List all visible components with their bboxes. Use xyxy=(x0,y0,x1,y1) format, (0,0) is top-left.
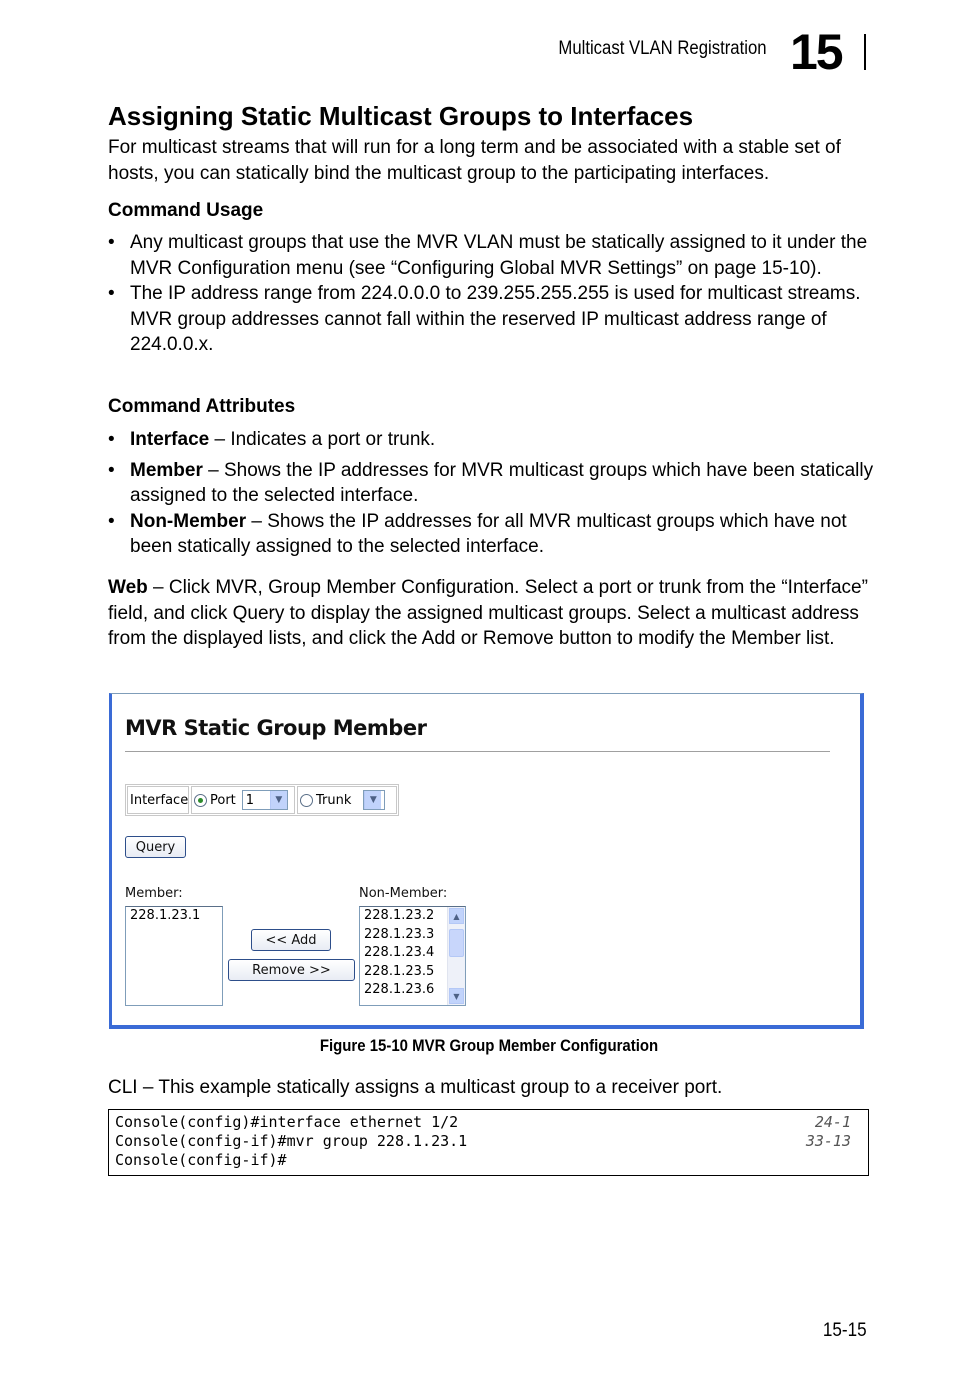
port-label: Port xyxy=(210,792,236,808)
trunk-cell xyxy=(297,786,397,814)
trunk-radio[interactable] xyxy=(300,794,313,807)
non-member-label: Non-Member: xyxy=(359,886,448,901)
list-item[interactable]: 228.1.23.5 xyxy=(364,963,435,979)
non-member-listbox[interactable] xyxy=(359,906,466,1006)
web-instructions: Web – Click MVR, Group Member Configuration. Select a port or trunk from the “Interface” field, and click Query to display the assigned multicast groups. Select a multicast address from the displayed lists, and click the Add or Remove button to modify the Member list. xyxy=(108,577,868,649)
page-title: MVR Static Group Member xyxy=(125,716,427,740)
title-divider xyxy=(125,751,830,753)
command-usage-list xyxy=(108,230,878,358)
remove-button[interactable]: Remove >> xyxy=(228,959,355,981)
list-item[interactable]: 228.1.23.6 xyxy=(364,982,435,997)
section-intro: For multicast streams that will run for a long term and be associated with a stable set of hosts, you can statically bind the multicast group to the participating interfaces. xyxy=(108,137,841,184)
list-item[interactable]: 228.1.23.4 xyxy=(364,945,435,960)
chapter-divider xyxy=(864,34,866,70)
list-item: • The IP address range from 224.0.0.0 to 239.255.255.255 is used for multicast streams. MVR group addresses cannot fall within the reserved IP multicast address range of 224.0.0.x. xyxy=(108,283,861,355)
port-value: 1 xyxy=(245,792,255,808)
list-item: • Any multicast groups that use the MVR VLAN must be statically assigned to it under the MVR Configuration menu (see “Configuring Global MVR Settings” on page 15-10). xyxy=(108,232,868,279)
code-line: Console(config-if)#mvr group 228.1.23.1 xyxy=(115,1132,468,1150)
query-button[interactable]: Query xyxy=(125,836,186,858)
list-item: • Member – Shows the IP addresses for MVR multicast groups which have been statically assigned to the selected interface. xyxy=(108,459,874,506)
command-usage-heading: Command Usage xyxy=(108,200,264,221)
member-label: Member: xyxy=(125,886,183,901)
member-listbox[interactable] xyxy=(125,906,223,1006)
chevron-down-icon[interactable]: ▼ xyxy=(364,791,381,809)
figure-caption: Figure 15-10 MVR Group Member Configuration xyxy=(319,1036,659,1055)
scrollbar[interactable] xyxy=(447,907,465,1005)
page-number: 15-15 xyxy=(823,1320,867,1341)
port-cell xyxy=(191,786,295,814)
code-reference: 24-1 xyxy=(814,1113,851,1131)
list-item: • Non-Member – Shows the IP addresses for all MVR multicast groups which have not been statically assigned to the selected interface. xyxy=(108,510,847,557)
chapter-number: 15 xyxy=(790,24,842,80)
list-item[interactable]: 228.1.23.1 xyxy=(130,908,201,923)
command-attributes-list xyxy=(108,427,878,560)
section-title: Assigning Static Multicast Groups to Interfaces xyxy=(108,101,694,131)
add-button[interactable]: << Add xyxy=(251,929,331,951)
trunk-label: Trunk xyxy=(316,792,352,808)
trunk-select[interactable] xyxy=(363,790,385,810)
scroll-up-icon[interactable]: ▲ xyxy=(449,908,464,924)
interface-selector xyxy=(125,784,399,816)
command-attributes-heading: Command Attributes xyxy=(108,396,296,417)
cli-intro: CLI – This example statically assigns a multicast group to a receiver port. xyxy=(108,1077,723,1098)
running-header: Multicast VLAN Registration xyxy=(558,38,767,59)
code-line: Console(config)#interface ethernet 1/2 xyxy=(115,1113,459,1131)
code-line: Console(config-if)# xyxy=(115,1151,287,1169)
port-radio[interactable] xyxy=(194,794,207,807)
list-item[interactable]: 228.1.23.2 xyxy=(364,908,435,923)
code-block xyxy=(108,1109,869,1176)
port-select[interactable] xyxy=(242,790,288,810)
scroll-thumb[interactable] xyxy=(449,929,464,957)
list-item[interactable]: 228.1.23.3 xyxy=(364,926,435,942)
list-item: • Interface – Indicates a port or trunk. xyxy=(108,429,436,450)
chevron-down-icon[interactable]: ▼ xyxy=(270,791,287,809)
mvr-static-group-screenshot xyxy=(109,693,864,1029)
scroll-down-icon[interactable]: ▼ xyxy=(449,988,464,1004)
code-reference: 33-13 xyxy=(805,1132,851,1150)
interface-label: Interface xyxy=(127,786,189,814)
